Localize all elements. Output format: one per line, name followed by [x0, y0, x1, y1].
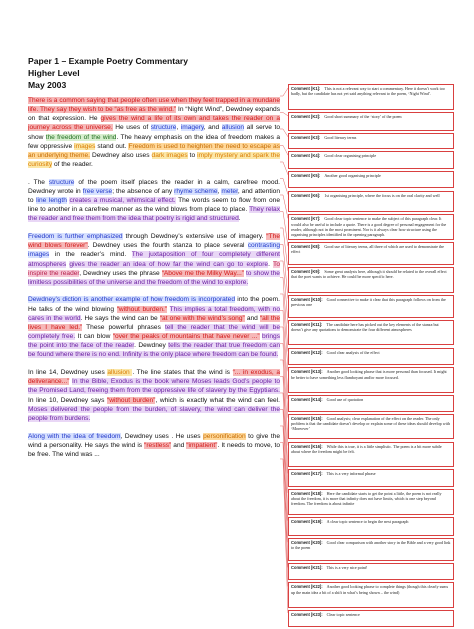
essay-text: In line 10, Dewdney says — [28, 396, 107, 404]
comment-text: Good clear organising principle — [324, 153, 377, 159]
comment-connector-line — [280, 112, 288, 115]
highlighted-phrase: the freedom of the wind — [45, 133, 117, 141]
highlighted-phrase: Freedom is used to heighten the need to escape as an underlying theme. — [28, 142, 281, 159]
highlighted-phrase: personification — [203, 432, 246, 440]
essay-text: The words seem to flow from one line to another in a carefree manner as the wind blows from place to place. — [28, 197, 280, 214]
essay-text: stand out. — [95, 142, 129, 150]
comment-connector-line — [280, 195, 288, 218]
document-level: Higher Level — [28, 68, 80, 78]
essay-text: . The — [28, 178, 49, 186]
essay-text: It can blow — [75, 333, 113, 341]
essay-text: , — [176, 124, 181, 132]
comment-connector-line — [280, 426, 288, 567]
comment-text: Here the candidate starts to get the point a little, the poem is not really about the freedom, it is more that infinity does not have limits, which is one step beyond freedom. The freedom is about infinite — [291, 490, 442, 507]
essay-paragraph — [28, 295, 280, 359]
highlighted-phrase: imply mystery and spark the curiosity — [28, 151, 280, 169]
essay-text: . The line states that the wind is — [132, 369, 233, 377]
highlighted-phrase: “without burden.” — [116, 305, 168, 313]
comment-id: Comment [K5]: — [291, 172, 321, 178]
essay-body — [28, 96, 280, 467]
highlighted-phrase: imagery — [180, 124, 204, 132]
highlighted-phrase: Along with the idea of freedom — [28, 432, 121, 440]
highlighted-phrase: “impatient” — [186, 441, 218, 449]
comment-box[interactable] — [288, 582, 454, 608]
comment-text: 1st organising principle, where the focus is on the oral clarity and well — [324, 192, 440, 198]
comment-connector-line — [280, 343, 288, 445]
comment-connector-line — [280, 88, 288, 96]
comment-text: Good connective to make it clear that this paragraph follows on from the previous one — [291, 296, 446, 307]
comment-text: While this is true, it is a little simplistic. The poem is a bit more subtle about where the freedom might be felt. — [291, 443, 442, 454]
highlighted-phrase: brings the point into the face of the reader — [28, 333, 281, 350]
comment-id: Comment [K15]: — [291, 415, 323, 421]
comment-id: Comment [K21]: — [291, 565, 323, 571]
document-date: May 2003 — [28, 80, 67, 90]
essay-text: of the poem itself places the reader in a calm, carefree mood. Dewdney wrote in — [28, 178, 280, 195]
comment-box[interactable] — [288, 295, 454, 318]
comment-connector-line — [280, 129, 288, 137]
comment-id: Comment [K20]: — [291, 540, 323, 546]
essay-text: , Dewdney uses the phrase — [79, 269, 162, 277]
comment-box[interactable] — [288, 469, 454, 486]
essay-text: , — [217, 187, 222, 195]
comment-id: Comment [K1]: — [291, 86, 321, 91]
essay-text: to give the wind a personality. He says the wind is — [28, 432, 280, 449]
essay-text: , and — [203, 124, 222, 132]
comment-box[interactable] — [288, 191, 454, 213]
essay-text: . — [238, 215, 241, 223]
comment-connector-line — [280, 145, 288, 155]
comment-id: Comment [K6]: — [291, 192, 321, 198]
highlighted-phrase: contrasting images — [28, 242, 280, 259]
comment-connector-line — [280, 228, 288, 271]
comment-text: Good short summary of the ‘story’ of the poem — [324, 113, 402, 119]
comment-id: Comment [K11]: — [291, 321, 323, 327]
comment-id: Comment [K9]: — [291, 268, 321, 274]
highlighted-phrase: Freedom is further emphasized — [28, 233, 123, 241]
comment-text: Good use of quotation — [326, 397, 364, 403]
essay-text: to — [187, 151, 198, 159]
comment-id: Comment [K22]: — [291, 584, 323, 590]
comment-text: Good clear analysis of the effect — [326, 349, 380, 355]
comment-connector-line — [280, 211, 288, 246]
comment-text: A clear topic sentence to begin the next paragraph — [326, 518, 409, 524]
highlighted-phrase: gives the wind a life of its own and takes the reader on a journey across the universe. — [28, 115, 280, 132]
essay-text: . — [268, 260, 274, 268]
essay-paragraph — [28, 178, 280, 224]
essay-text: of the reader. — [52, 161, 93, 169]
comment-id: Comment [K8]: — [291, 244, 321, 250]
comment-text: The candidate here has picked out the key elements of the stanza but doesn’t give any quotations to demonstrate the four different atmospheres — [291, 321, 439, 332]
comment-connector-line — [280, 360, 288, 473]
highlighted-phrase: tells the reader that true freedom can be found — [28, 342, 280, 359]
comment-connector-line — [280, 310, 288, 399]
comment-text: Good clear topic sentence to make the subject of this paragraph clear. It would also be useful to include a quote. There is a good degree of personal engagement for the reader, although not in the most prominent. Nor is it always clear how structure using the organising principles identified in the opening paragraph. — [291, 216, 447, 237]
comment-text: Good clear comparison with another story in the Bible and a very good link to the poem — [291, 540, 451, 551]
highlighted-phrase: Moses delivered the people from the burden, of slavery, the wind can deliver the people from burdens. — [28, 405, 280, 422]
comment-connector-line — [280, 409, 288, 542]
essay-paragraph — [28, 96, 280, 169]
comment-box[interactable] — [288, 151, 454, 168]
comment-text: This is a very informal phrase — [326, 471, 376, 477]
comment-id: Comment [K13]: — [291, 369, 323, 375]
comment-text: Another good looking phrase that is more personal than focused. It might be better to have something less flamboyant and/or more focused. — [291, 369, 447, 380]
highlighted-phrase: The juxtaposition of four completely different atmospheres — [28, 251, 280, 268]
highlighted-phrase: “without burden” — [107, 396, 156, 404]
comment-connector-line — [280, 393, 288, 521]
comment-box[interactable] — [288, 538, 454, 561]
comment-box[interactable] — [288, 133, 454, 149]
highlighted-phrase: free verse — [82, 187, 113, 195]
document-title: Paper 1 – Example Poetry Commentary — [28, 56, 189, 66]
comment-connector-line — [280, 162, 288, 175]
comment-box[interactable] — [288, 214, 454, 240]
comment-box[interactable] — [288, 267, 454, 293]
comment-text: Good literary terms — [324, 134, 357, 140]
essay-text: . The heavy emphasis on the idea of freedom makes a few oppressive — [28, 133, 280, 150]
essay-text: into the poem. He talks of the wind blowing — [28, 296, 280, 313]
highlighted-phrase: “... in exodus, a deliverance...” — [28, 369, 280, 386]
essay-text: through Dewdney’s extensive use of imagery. — [122, 233, 267, 241]
essay-text: . It needs to move, to be free. The wind was — [28, 441, 281, 458]
essay-text: and — [171, 441, 187, 449]
essay-text: . He says the wind can be — [80, 314, 160, 322]
comment-box[interactable] — [288, 320, 454, 346]
comment-id: Comment [K4]: — [291, 153, 321, 159]
essay-text: , and attention to — [28, 187, 281, 205]
comment-text: Another good looking phrase to complete things (though this clearly sums up the main idea a bit of a shift in what’s being shown – the wind) — [291, 584, 449, 595]
comment-box[interactable] — [288, 242, 454, 265]
essay-text: Dewdney also uses — [89, 151, 152, 159]
essay-text: , Dewdney uses — [120, 432, 172, 440]
highlighted-phrase: To inspire the reader — [28, 260, 281, 277]
highlighted-phrase: “as free as the wind.” — [114, 106, 177, 114]
highlighted-phrase: images — [74, 142, 96, 150]
comment-id: Comment [K2]: — [291, 113, 321, 119]
comment-box[interactable] — [288, 171, 454, 189]
essay-text: . He uses — [171, 432, 204, 440]
highlighted-phrase: “Above me the Milky Way...” — [161, 269, 244, 277]
highlighted-phrase: In the Bible, Exodus is the book where Moses leads God’s people to the Promised Land, freeing them from the oppressive life of slavery by the Egyptians. — [28, 378, 280, 395]
comment-box[interactable] — [288, 442, 454, 468]
comment-id: Comment [K16]: — [291, 443, 323, 449]
essay-text: In line 14, Dewdney uses — [28, 369, 108, 377]
essay-text: , which is exactly what the wind can feel. — [155, 396, 280, 404]
highlighted-phrase: tell the reader that the wind will be completely free. — [28, 323, 280, 341]
comment-id: Comment [K18]: — [291, 490, 323, 496]
essay-text: These powerful phrases — [82, 323, 165, 331]
comment-connector-line — [280, 442, 288, 586]
comment-id: Comment [K14]: — [291, 397, 323, 403]
highlighted-phrase: “restless” — [144, 441, 172, 449]
comment-box[interactable] — [288, 395, 454, 411]
essay-text: . Dewdney — [134, 342, 169, 350]
comment-box[interactable] — [288, 489, 454, 515]
comment-id: Comment [K17]: — [291, 471, 323, 477]
comment-id: Comment [K10]: — [291, 296, 323, 302]
essay-text: in the reader’s mind. — [49, 251, 132, 259]
highlighted-phrase: line length — [36, 197, 67, 205]
highlighted-phrase: There is a common saying that people often use when they feel trapped in a mundane life. They say they wish to be — [28, 97, 280, 114]
comment-text: This is a very nice point! — [326, 565, 368, 571]
essay-text: ; the absence of any — [112, 187, 175, 195]
comment-id: Comment [K3]: — [291, 134, 321, 140]
essay-text: and — [244, 314, 260, 322]
essay-text: He uses of — [112, 124, 151, 132]
highlighted-phrase: gives the reader an idea of how far the wind can go to explore — [69, 260, 269, 268]
comment-box[interactable] — [288, 517, 454, 536]
highlighted-phrase: rhyme scheme — [174, 187, 218, 195]
essay-text: In “Night Wind”, Dewdney expands on that expression. He — [28, 106, 281, 123]
highlighted-phrase: to show the limitless possibilities of the universe and the freedom of the wind to explore. — [28, 269, 280, 286]
highlighted-phrase: meter — [221, 187, 238, 195]
comment-id: Comment [K23]: — [291, 612, 323, 618]
comment-box[interactable] — [288, 84, 454, 110]
essay-text: ... — [94, 450, 100, 458]
highlighted-phrase: where there is no end. Infinity is the only place where freedom can be found. — [53, 351, 279, 359]
comment-connector-line — [280, 294, 288, 371]
highlighted-phrase: Dewdney’s diction is another example of how freedom is incorporated — [28, 296, 236, 304]
highlighted-phrase: structure — [48, 178, 75, 186]
comment-text: Good use of literary terms, all three of which are used to demonstrate the effect — [291, 244, 444, 255]
comment-text: Another good organising principle — [324, 172, 381, 178]
highlighted-phrase: creates a musical, whimsical effect. — [69, 197, 176, 205]
comment-connector-line — [280, 178, 288, 194]
comment-connector-line — [280, 327, 288, 418]
comment-text: This is not a relevant way to start a commentary. Here it doesn’t work too badly, but the candidate has not yet said anything relevant to the poem, ‘Night Wind’. — [291, 86, 445, 97]
comment-text: Good analysis; clear explanation of the effect on the reader. The only problem is that the candidate doesn’t develop or explain some of these ideas should develop with ‘Moreover’ — [291, 415, 450, 432]
highlighted-phrase: “at one with the wind’s song” — [159, 314, 245, 322]
highlighted-phrase: allusion — [221, 124, 245, 132]
comment-id: Comment [K12]: — [291, 349, 323, 355]
essay-text: . Dewdney uses the fourth stanza to place several — [87, 242, 248, 250]
comment-text: Clear topic sentence — [326, 612, 360, 618]
highlighted-phrase: “all the lives I have led.” — [28, 314, 281, 331]
comment-box[interactable] — [288, 414, 454, 440]
comment-box[interactable] — [288, 348, 454, 366]
essay-paragraph — [28, 368, 280, 423]
highlighted-phrase: dark images — [151, 151, 188, 159]
highlighted-phrase: allusion — [107, 369, 130, 377]
highlighted-phrase: This implies a total freedom, with no cares in the world — [28, 305, 280, 322]
essay-paragraph — [28, 232, 280, 287]
comment-connector-line — [280, 277, 288, 351]
comment-connector-line — [280, 244, 288, 298]
comment-box[interactable] — [288, 563, 454, 580]
comment-id: Comment [K19]: — [291, 518, 323, 524]
essay-paragraph — [28, 432, 280, 459]
comment-connector-line — [280, 459, 288, 613]
comment-text: Some great analysis here, although it should be related to the overall effect that the poet wants to achieve. He could be more specific here. — [291, 268, 447, 280]
highlighted-phrase: They relax the reader and free them from the idea that poetry is rigid and structured — [28, 206, 280, 223]
highlighted-phrase: structure — [150, 124, 177, 132]
comment-connector-line — [280, 376, 288, 492]
essay-text: all serve to show — [28, 124, 281, 141]
comment-box[interactable] — [288, 367, 454, 393]
comment-box[interactable] — [288, 112, 454, 131]
comment-connector-line — [280, 261, 288, 324]
document-header — [28, 55, 188, 91]
highlighted-phrase: “over the peaks of mountains that have never ...” — [112, 333, 260, 341]
comment-margin — [288, 84, 454, 629]
highlighted-phrase: “The wind blows forever” — [28, 233, 280, 250]
comment-id: Comment [K7]: — [291, 216, 321, 222]
